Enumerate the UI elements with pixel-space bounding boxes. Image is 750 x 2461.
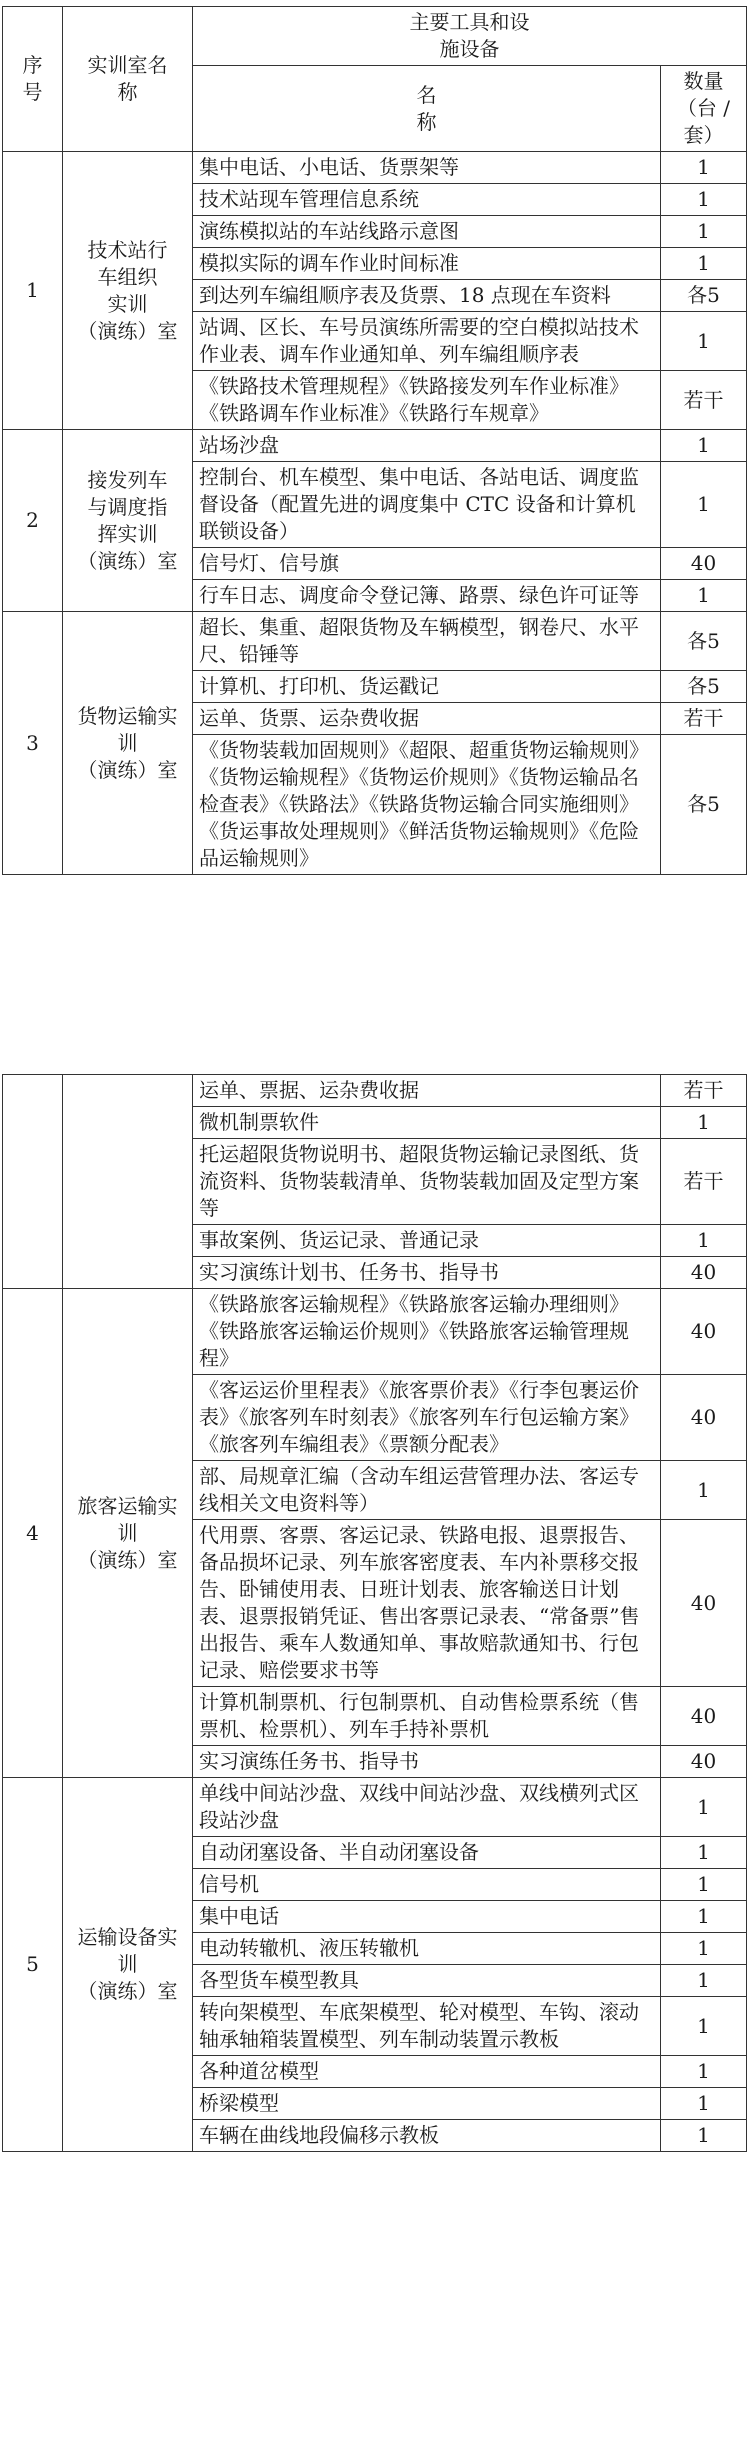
equipment-quantity: 1 (661, 1837, 747, 1869)
equipment-name: 桥梁模型 (193, 2088, 661, 2120)
equipment-name: 转向架模型、车底架模型、轮对模型、车钩、滚动轴承轴箱装置模型、列车制动装置示教板 (193, 1997, 661, 2056)
equipment-quantity: 1 (661, 1107, 747, 1139)
table-row (3, 612, 747, 671)
equipment-quantity: 1 (661, 2056, 747, 2088)
equipment-name: 站场沙盘 (193, 430, 661, 462)
equipment-quantity: 1 (661, 1997, 747, 2056)
equipment-name: 《客运运价里程表》《旅客票价表》《行李包裹运价表》《旅客列车时刻表》《旅客列车行包运输方案》《旅客列车编组表》《票额分配表》 (193, 1375, 661, 1461)
room-number: 1 (3, 152, 63, 430)
equipment-name: 演练模拟站的车站线路示意图 (193, 216, 661, 248)
equipment-quantity: 若干 (661, 1075, 747, 1107)
equipment-name: 各种道岔模型 (193, 2056, 661, 2088)
equipment-name: 实习演练任务书、指导书 (193, 1746, 661, 1778)
equipment-name: 电动转辙机、液压转辙机 (193, 1933, 661, 1965)
equipment-quantity: 40 (661, 1520, 747, 1687)
equipment-name: 信号机 (193, 1869, 661, 1901)
equipment-name: 行车日志、调度命令登记簿、路票、绿色许可证等 (193, 580, 661, 612)
header-room: 实训室名 称 (63, 7, 193, 152)
equipment-quantity: 40 (661, 1257, 747, 1289)
equipment-name: 代用票、客票、客运记录、铁路电报、退票报告、备品损坏记录、列车旅客密度表、车内补票移交报告、卧铺使用表、日班计划表、旅客输送日计划表、退票报销凭证、售出客票记录表、“常备票”售出报告、乘车人数通知单、事故赔款通知书、行包记录、赔偿要求书等 (193, 1520, 661, 1687)
equipment-quantity: 1 (661, 2088, 747, 2120)
table-row (3, 152, 747, 184)
room-number-empty (3, 1075, 63, 1289)
header-group: 主要工具和设 施设备 (193, 7, 747, 66)
room-name: 技术站行 车组织 实训 （演练）室 (63, 152, 193, 430)
equipment-quantity: 各5 (661, 671, 747, 703)
equipment-name: 站调、区长、车号员演练所需要的空白模拟站技术作业表、调车作业通知单、列车编组顺序表 (193, 312, 661, 371)
equipment-quantity: 40 (661, 1687, 747, 1746)
equipment-quantity: 1 (661, 1901, 747, 1933)
equipment-name: 控制台、机车模型、集中电话、各站电话、调度监督设备（配置先进的调度集中 CTC 设备和计算机联锁设备） (193, 462, 661, 548)
equipment-name: 运单、票据、运杂费收据 (193, 1075, 661, 1107)
equipment-quantity: 1 (661, 184, 747, 216)
equipment-quantity: 1 (661, 462, 747, 548)
equipment-name: 到达列车编组顺序表及货票、18 点现在车资料 (193, 280, 661, 312)
header-no: 序 号 (3, 7, 63, 152)
equipment-name: 《货物装载加固规则》《超限、超重货物运输规则》《货物运输规程》《货物运价规则》《货物运输品名检查表》《铁路法》《铁路货物运输合同实施细则》《货运事故处理规则》《鲜活货物运输规则》《危险品运输规则》 (193, 735, 661, 875)
header-name: 名 称 (193, 66, 661, 152)
equipment-quantity: 1 (661, 1778, 747, 1837)
equipment-name: 自动闭塞设备、半自动闭塞设备 (193, 1837, 661, 1869)
equipment-quantity: 若干 (661, 703, 747, 735)
equipment-quantity: 1 (661, 580, 747, 612)
room-number: 2 (3, 430, 63, 612)
equipment-quantity: 40 (661, 1289, 747, 1375)
equipment-quantity: 1 (661, 1225, 747, 1257)
equipment-name: 运单、货票、运杂费收据 (193, 703, 661, 735)
equipment-quantity: 各5 (661, 735, 747, 875)
equipment-quantity: 1 (661, 152, 747, 184)
equipment-name: 《铁路技术管理规程》《铁路接发列车作业标准》《铁路调车作业标准》《铁路行车规章》 (193, 371, 661, 430)
equipment-name: 托运超限货物说明书、超限货物运输记录图纸、货流资料、货物装载清单、货物装载加固及定型方案等 (193, 1139, 661, 1225)
equipment-quantity: 1 (661, 216, 747, 248)
equipment-name: 计算机制票机、行包制票机、自动售检票系统（售票机、检票机）、列车手持补票机 (193, 1687, 661, 1746)
table-row (3, 1778, 747, 1837)
equipment-name: 超长、集重、超限货物及车辆模型，钢卷尺、水平尺、铅锤等 (193, 612, 661, 671)
table-row (3, 430, 747, 462)
room-number: 4 (3, 1289, 63, 1778)
equipment-name: 微机制票软件 (193, 1107, 661, 1139)
table-header-row (3, 7, 747, 66)
table-row (3, 1289, 747, 1375)
equipment-quantity: 若干 (661, 371, 747, 430)
equipment-quantity: 1 (661, 248, 747, 280)
equipment-name: 实习演练计划书、任务书、指导书 (193, 1257, 661, 1289)
room-number: 5 (3, 1778, 63, 2152)
equipment-quantity: 各5 (661, 280, 747, 312)
equipment-quantity: 40 (661, 548, 747, 580)
room-name: 旅客运输实 训 （演练）室 (63, 1289, 193, 1778)
equipment-name: 车辆在曲线地段偏移示教板 (193, 2120, 661, 2152)
equipment-quantity: 40 (661, 1746, 747, 1778)
equipment-name: 模拟实际的调车作业时间标准 (193, 248, 661, 280)
equipment-quantity: 若干 (661, 1139, 747, 1225)
equipment-name: 信号灯、信号旗 (193, 548, 661, 580)
equipment-name: 部、局规章汇编（含动车组运营管理办法、客运专线相关文电资料等） (193, 1461, 661, 1520)
header-qty: 数量（台 / 套） (661, 66, 747, 152)
equipment-quantity: 1 (661, 1461, 747, 1520)
room-name: 运输设备实 训 （演练）室 (63, 1778, 193, 2152)
room-number: 3 (3, 612, 63, 875)
equipment-quantity: 各5 (661, 612, 747, 671)
equipment-quantity: 1 (661, 2120, 747, 2152)
equipment-quantity: 1 (661, 430, 747, 462)
equipment-quantity: 1 (661, 1869, 747, 1901)
equipment-table-part-2 (2, 1074, 747, 2152)
equipment-name: 各型货车模型教具 (193, 1965, 661, 1997)
equipment-name: 《铁路旅客运输规程》《铁路旅客运输办理细则》《铁路旅客运输运价规则》《铁路旅客运输管理规程》 (193, 1289, 661, 1375)
equipment-name: 事故案例、货运记录、普通记录 (193, 1225, 661, 1257)
equipment-quantity: 1 (661, 1965, 747, 1997)
equipment-name: 技术站现车管理信息系统 (193, 184, 661, 216)
equipment-name: 集中电话、小电话、货票架等 (193, 152, 661, 184)
equipment-name: 集中电话 (193, 1901, 661, 1933)
room-name: 接发列车 与调度指 挥实训 （演练）室 (63, 430, 193, 612)
equipment-table-part-1 (2, 6, 747, 875)
equipment-name: 单线中间站沙盘、双线中间站沙盘、双线横列式区段站沙盘 (193, 1778, 661, 1837)
equipment-name: 计算机、打印机、货运戳记 (193, 671, 661, 703)
table-row (3, 1075, 747, 1107)
room-name-empty (63, 1075, 193, 1289)
equipment-quantity: 1 (661, 312, 747, 371)
equipment-quantity: 1 (661, 1933, 747, 1965)
equipment-quantity: 40 (661, 1375, 747, 1461)
room-name: 货物运输实 训 （演练）室 (63, 612, 193, 875)
